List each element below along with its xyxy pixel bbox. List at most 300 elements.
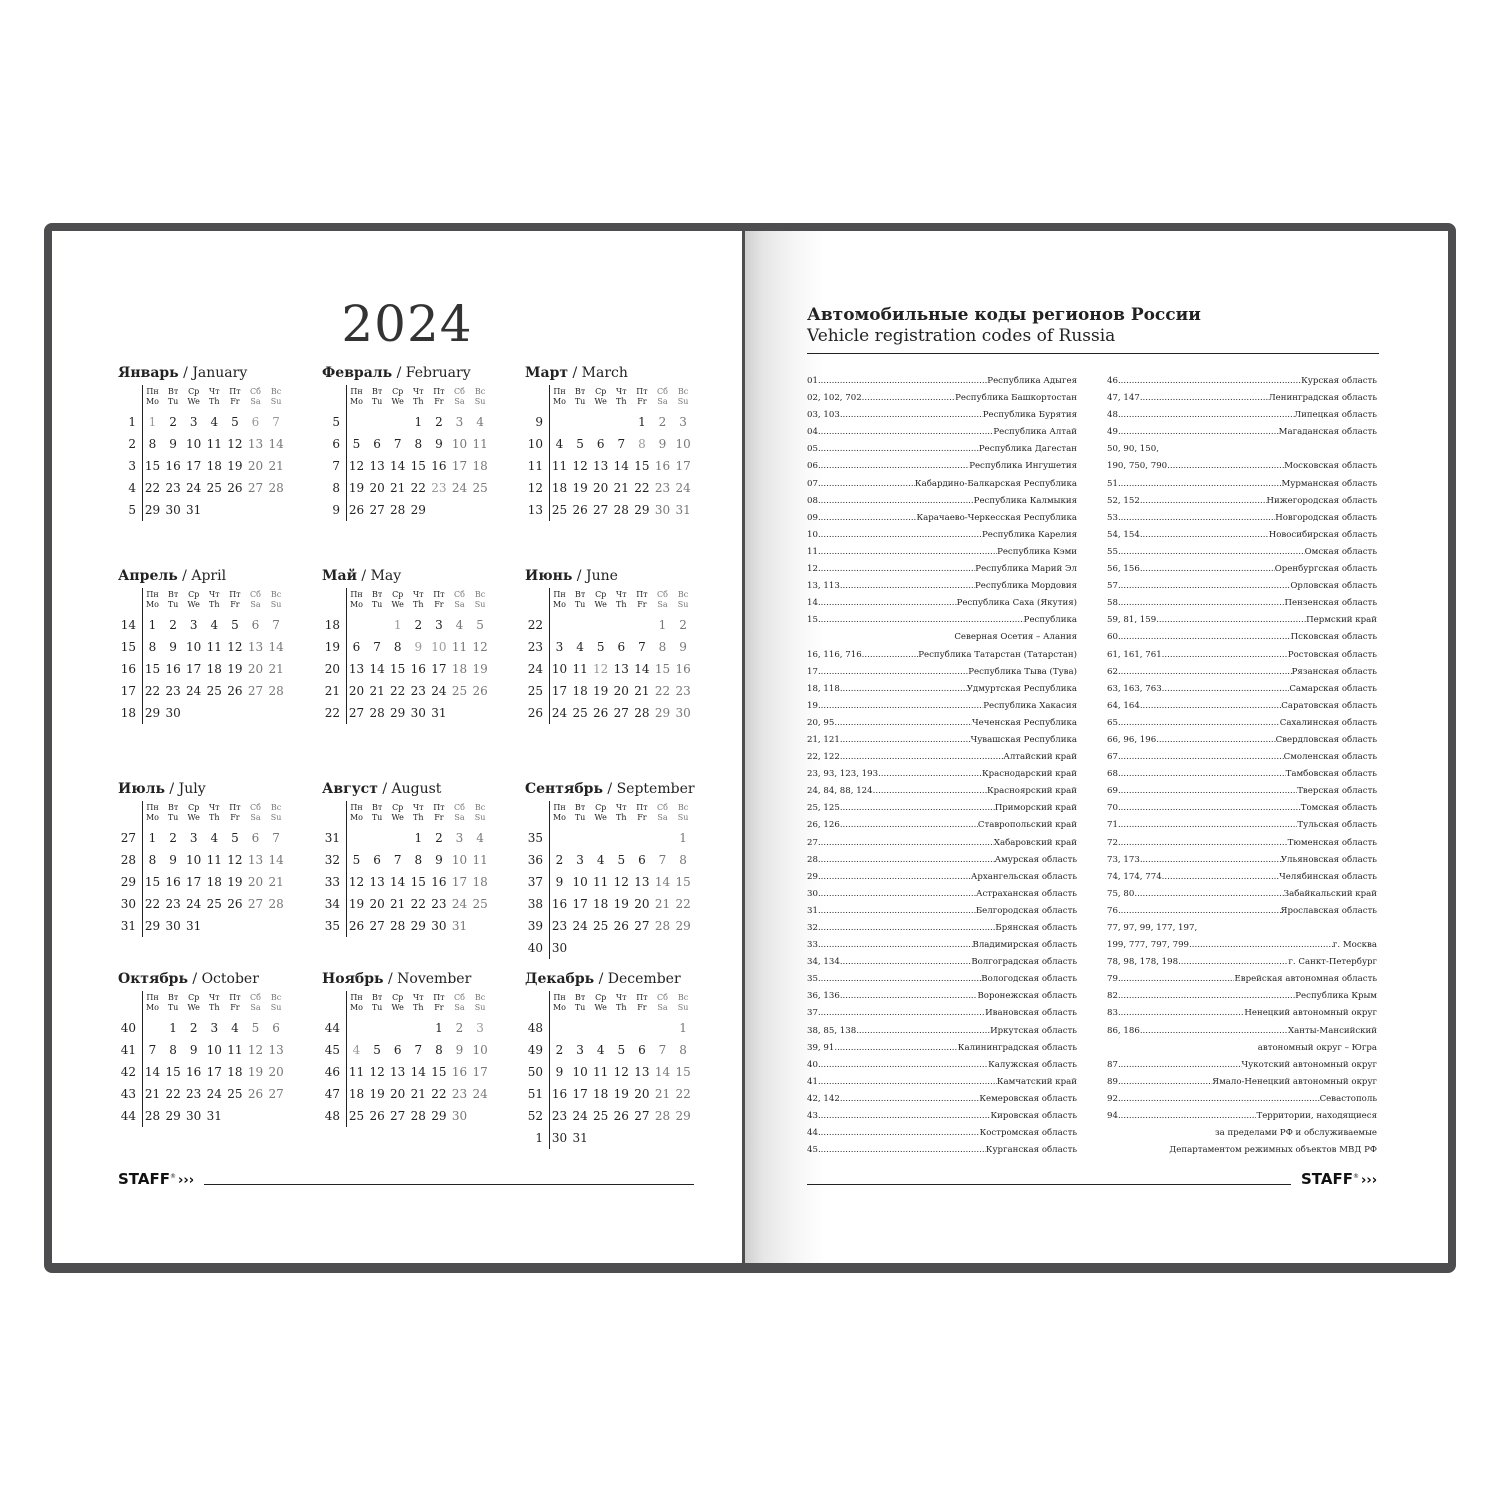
region-code-entry (1107, 835, 1377, 852)
region-code-entry (807, 544, 1077, 561)
region-name: Брянская область (995, 923, 1077, 933)
day-cell: 28 (654, 919, 671, 933)
day-cell: 22 (675, 1087, 691, 1101)
week-number: 10 (527, 437, 543, 451)
week-number: 43 (120, 1087, 136, 1101)
day-cell: 17 (572, 897, 588, 911)
region-name: Республика (1023, 615, 1077, 626)
day-cell: 16 (165, 875, 181, 889)
day-cell: 16 (431, 459, 447, 473)
day-cell: 9 (435, 437, 443, 451)
region-code: 43 (807, 1111, 818, 1122)
day-cell: 26 (247, 1087, 264, 1101)
region-code: 08 (807, 495, 818, 506)
day-cell: 16 (165, 459, 181, 473)
day-cell: 17 (451, 875, 468, 889)
region-name: Владимирская область (972, 940, 1077, 951)
week-row (525, 614, 715, 636)
day-cell: 21 (390, 897, 406, 911)
week-row (322, 893, 512, 915)
region-name: Мурманская область (1281, 478, 1377, 489)
day-cell: 17 (186, 459, 202, 473)
day-cell: 2 (679, 618, 687, 632)
weekday-label: Вт Tu (167, 803, 179, 822)
region-name: г. Москва (1332, 940, 1377, 951)
day-cell: 15 (410, 459, 426, 473)
day-cell: 24 (572, 919, 588, 933)
day-cell: 17 (206, 1065, 222, 1079)
weekday-label: Чт Th (615, 803, 627, 822)
day-cell: 21 (369, 684, 385, 698)
week-row (322, 636, 512, 658)
day-cell: 19 (227, 459, 243, 473)
day-cell: 16 (654, 459, 671, 473)
weekday-label: Чт Th (615, 993, 627, 1012)
day-cell: 31 (451, 919, 468, 933)
weekday-label: Ср We (187, 387, 200, 406)
day-cell: 25 (206, 684, 222, 698)
region-code: 34, 134 (807, 957, 840, 968)
region-name: Тульская область (1297, 820, 1377, 831)
region-name: Калужская область (988, 1059, 1077, 1070)
region-name: Ямало-Ненецкий автономный округ (1212, 1076, 1377, 1087)
region-code-entry (807, 817, 1077, 834)
day-cell: 10 (186, 437, 202, 451)
region-code: 07 (807, 478, 818, 489)
day-cell: 10 (451, 853, 468, 867)
day-cell: 6 (617, 640, 626, 654)
region-code-entry (1107, 1074, 1377, 1091)
day-cell: 20 (634, 1087, 650, 1101)
month-name-en: October (201, 971, 259, 987)
month-name-en: April (191, 568, 227, 584)
region-name: Республика Алтай (993, 427, 1077, 438)
month-may (322, 566, 512, 724)
day-cell: 23 (675, 684, 691, 698)
day-cell: 15 (165, 1065, 181, 1079)
region-name: Саратовская область (1281, 700, 1377, 711)
week-row (525, 433, 715, 455)
week-row (118, 455, 308, 477)
day-cell: 25 (472, 481, 488, 495)
week-number: 7 (332, 459, 340, 473)
region-code-entry (807, 800, 1077, 817)
month-days (118, 411, 308, 521)
region-code: 40 (807, 1059, 818, 1070)
week-number: 13 (527, 503, 543, 517)
day-cell: 18 (451, 662, 468, 676)
day-cell: 6 (251, 415, 260, 429)
day-cell: 2 (414, 618, 423, 632)
day-cell: 15 (144, 875, 161, 889)
month-name-ru: Март (525, 365, 569, 381)
region-name: Челябинская область (1279, 871, 1377, 882)
day-cell: 16 (186, 1065, 202, 1079)
month-december (525, 969, 715, 1149)
region-code-entry (807, 407, 1077, 424)
title-rule (807, 353, 1379, 354)
day-cell: 27 (247, 684, 264, 698)
week-number: 18 (120, 706, 136, 720)
weekday-label: Ср We (594, 387, 607, 406)
day-cell: 18 (206, 875, 222, 889)
day-cell: 2 (658, 415, 667, 429)
week-row (118, 1017, 308, 1039)
region-code-entry (1107, 886, 1377, 903)
week-row (322, 849, 512, 871)
day-cell: 9 (414, 640, 423, 654)
week-row (118, 1105, 308, 1127)
day-cell: 13 (634, 875, 650, 889)
day-cell: 5 (617, 1043, 626, 1057)
month-title: Май / May (322, 568, 402, 584)
month-title: Июнь / June (525, 568, 618, 584)
week-number: 26 (527, 706, 543, 720)
day-cell: 12 (369, 1065, 385, 1079)
region-code: 77, 97, 99, 177, 197, (1107, 923, 1198, 933)
day-cell: 9 (455, 1043, 464, 1057)
day-cell: 30 (186, 1109, 202, 1123)
weekday-label: Сб Sa (657, 993, 668, 1012)
region-code-entry (1107, 544, 1377, 561)
region-code: 78, 98, 178, 198 (1107, 957, 1179, 968)
weekday-label: Вт Tu (574, 590, 586, 609)
region-name: Кемеровская область (979, 1093, 1077, 1104)
day-cell: 5 (231, 415, 239, 429)
region-code-entry (807, 852, 1077, 869)
day-cell: 14 (613, 459, 629, 473)
region-code: 11 (807, 546, 818, 557)
week-row (322, 1083, 512, 1105)
weekday-header (525, 590, 715, 614)
region-code-entry (807, 373, 1077, 390)
day-cell: 26 (472, 684, 488, 698)
weekday-label: Сб Sa (250, 590, 261, 609)
day-cell: 5 (476, 618, 484, 632)
weekday-label: Вс Su (677, 387, 689, 406)
week-row (322, 658, 512, 680)
region-code: 56, 156 (1107, 564, 1140, 575)
day-cell: 1 (638, 415, 646, 429)
month-name-en: June (585, 568, 618, 584)
day-cell: 12 (227, 437, 243, 451)
region-name: Республика Саха (Якутия) (956, 598, 1077, 609)
day-cell: 16 (451, 1065, 468, 1079)
week-number: 37 (527, 875, 543, 889)
region-code: 66, 96, 196 (1107, 734, 1157, 745)
region-code-entry (807, 476, 1077, 493)
day-cell: 7 (658, 1043, 667, 1057)
region-code-entry (807, 664, 1077, 681)
day-cell: 4 (555, 437, 564, 451)
week-row (322, 455, 512, 477)
region-code-entry (807, 390, 1077, 407)
day-cell: 19 (369, 1087, 385, 1101)
month-november (322, 969, 512, 1127)
region-code-entry (1107, 595, 1377, 612)
month-name-ru: Сентябрь (525, 781, 603, 797)
week-row (322, 680, 512, 702)
region-code-entry (1107, 954, 1377, 971)
weekday-label: Чт Th (412, 803, 424, 822)
day-cell: 4 (231, 1021, 239, 1035)
month-name-ru: Декабрь (525, 971, 595, 987)
region-code: 39, 91 (807, 1042, 835, 1053)
week-row (118, 433, 308, 455)
week-number: 27 (120, 831, 136, 845)
day-cell: 19 (227, 662, 243, 676)
region-code: 82 (1107, 991, 1118, 1002)
day-cell: 8 (414, 853, 423, 867)
month-days (118, 614, 308, 724)
day-cell: 1 (148, 618, 157, 632)
region-code-entry (807, 749, 1077, 766)
day-cell: 30 (165, 706, 181, 720)
day-cell: 10 (472, 1043, 488, 1057)
weekday-label: Пт Fr (229, 387, 241, 406)
month-name-ru: Июнь (525, 568, 573, 584)
day-cell: 19 (472, 662, 488, 676)
region-code: 55 (1107, 546, 1118, 557)
region-name: Курганская область (985, 1145, 1077, 1156)
week-row (118, 1039, 308, 1061)
day-cell: 10 (431, 640, 447, 654)
day-cell: 5 (576, 437, 584, 451)
region-name: Амурская область (994, 854, 1077, 865)
week-number: 9 (332, 503, 340, 517)
day-cell: 13 (613, 662, 629, 676)
day-cell: 26 (348, 503, 365, 517)
region-code: 38, 85, 138 (807, 1025, 857, 1036)
staff-logo-left: STAFF® ››› (118, 1170, 195, 1188)
day-cell: 25 (227, 1087, 243, 1101)
week-row (322, 411, 512, 433)
day-cell: 5 (352, 437, 361, 451)
day-cell: 1 (679, 1021, 687, 1035)
month-name-en: May (370, 568, 402, 584)
region-code: 190, 750, 790 (1107, 461, 1168, 472)
region-code-entry (807, 715, 1077, 732)
day-cell: 12 (227, 640, 243, 654)
region-code-entry (807, 561, 1077, 578)
day-cell: 15 (144, 662, 161, 676)
region-code: 12 (807, 564, 818, 575)
weekday-label: Сб Sa (657, 590, 668, 609)
week-number: 5 (332, 415, 340, 429)
day-cell: 26 (613, 919, 629, 933)
region-code: 63, 163, 763 (1107, 683, 1162, 694)
day-cell: 9 (555, 1065, 564, 1079)
region-name: Приморский край (994, 803, 1077, 814)
month-name-en: July (178, 781, 206, 797)
day-cell: 25 (472, 897, 488, 911)
day-cell: 6 (251, 618, 260, 632)
month-days (118, 827, 308, 937)
month-days (525, 827, 715, 959)
day-cell: 6 (393, 1043, 402, 1057)
region-name: Белгородская область (975, 905, 1077, 916)
region-code-entry (1107, 732, 1377, 749)
region-code: 13, 113 (807, 581, 840, 592)
weekday-label: Пт Fr (636, 993, 648, 1012)
region-code: 06 (807, 461, 818, 472)
day-cell: 23 (165, 684, 181, 698)
day-cell: 25 (451, 684, 468, 698)
day-cell: 1 (435, 1021, 443, 1035)
region-name: Ростовская область (1287, 649, 1377, 660)
codes-column-left (807, 373, 1077, 1159)
region-code: 36, 136 (807, 991, 840, 1002)
region-code-entry (807, 869, 1077, 886)
weekday-header (118, 590, 308, 614)
region-code-entry (807, 920, 1077, 937)
weekday-label: Вт Tu (574, 803, 586, 822)
day-cell: 25 (348, 1109, 365, 1123)
region-code-entry (807, 1057, 1077, 1074)
region-name: Республика Калмыкия (973, 495, 1077, 506)
weekday-label: Ср We (594, 590, 607, 609)
day-cell: 24 (431, 684, 447, 698)
day-cell: 29 (165, 1109, 181, 1123)
day-cell: 22 (144, 481, 161, 495)
region-code: 03, 103 (807, 410, 840, 421)
week-row (322, 477, 512, 499)
region-name: Пензенская область (1284, 598, 1377, 609)
day-cell: 10 (675, 437, 691, 451)
region-code: 49 (1107, 427, 1118, 438)
week-row (118, 915, 308, 937)
day-cell: 8 (169, 1043, 177, 1057)
region-name: Липецкая область (1293, 410, 1377, 421)
week-row (322, 827, 512, 849)
week-number: 1 (128, 415, 136, 429)
day-cell: 6 (373, 437, 381, 451)
week-number: 34 (324, 897, 340, 911)
region-code: 05 (807, 444, 818, 455)
day-cell: 24 (451, 897, 468, 911)
day-cell: 5 (231, 618, 239, 632)
day-cell: 7 (638, 640, 646, 654)
day-cell: 17 (431, 662, 447, 676)
region-name: Вологодская область (981, 974, 1077, 985)
week-row (525, 680, 715, 702)
weekday-label: Пт Fr (433, 387, 445, 406)
day-cell: 31 (572, 1131, 588, 1145)
region-code-entry (807, 458, 1077, 475)
region-code: 24, 84, 88, 124 (807, 786, 873, 797)
region-code: 86, 186 (1107, 1025, 1140, 1036)
weekday-label: Чт Th (412, 590, 424, 609)
day-cell: 24 (472, 1087, 488, 1101)
footer-line-right (807, 1184, 1291, 1185)
region-name: Республика Марий Эл (975, 564, 1077, 575)
day-cell: 25 (572, 706, 588, 720)
weekday-label: Чт Th (208, 590, 220, 609)
weekday-label: Вс Su (677, 993, 689, 1012)
region-name: Алтайский край (1003, 752, 1077, 763)
region-code: 68 (1107, 769, 1118, 780)
region-code-entry (807, 527, 1077, 544)
region-code-entry (1107, 629, 1377, 646)
week-number: 48 (527, 1021, 543, 1035)
day-cell: 11 (572, 662, 588, 676)
week-row (525, 1017, 715, 1039)
day-cell: 16 (410, 662, 426, 676)
day-cell: 7 (272, 831, 280, 845)
region-code-entry (807, 1040, 1077, 1057)
day-cell: 14 (144, 1065, 161, 1079)
month-name-ru: Октябрь (118, 971, 188, 987)
region-code: 44 (807, 1128, 818, 1139)
weekday-label: Вт Tu (167, 993, 179, 1012)
week-row (525, 937, 715, 959)
day-cell: 7 (393, 437, 402, 451)
day-cell: 28 (369, 706, 385, 720)
region-code-entry (807, 903, 1077, 920)
day-cell: 11 (551, 459, 568, 473)
day-cell: 13 (369, 875, 385, 889)
region-name: Тюменская область (1287, 837, 1377, 848)
day-cell: 29 (144, 503, 161, 517)
day-cell: 5 (596, 640, 605, 654)
day-cell: 12 (613, 875, 629, 889)
region-code-entry (807, 1142, 1077, 1159)
region-name: Нижегородская область (1266, 495, 1377, 506)
weekday-label: Чт Th (208, 993, 220, 1012)
region-code-entry (1107, 1040, 1377, 1057)
day-cell: 13 (247, 437, 264, 451)
region-code: 31 (807, 905, 818, 916)
region-code-entry (807, 647, 1077, 664)
codes-column-right (1107, 373, 1377, 1159)
day-cell: 6 (352, 640, 361, 654)
region-code-entry (1107, 476, 1377, 493)
region-code: 22, 122 (807, 752, 840, 763)
weekday-label: Вт Tu (371, 387, 383, 406)
day-cell: 12 (572, 459, 588, 473)
day-cell: 20 (369, 481, 385, 495)
weekday-label: Ср We (594, 803, 607, 822)
day-cell: 26 (227, 684, 243, 698)
day-cell: 12 (247, 1043, 264, 1057)
day-cell: 11 (593, 875, 609, 889)
day-cell: 29 (431, 1109, 447, 1123)
day-cell: 8 (658, 640, 667, 654)
day-cell: 23 (431, 897, 447, 911)
weekday-label: Вс Su (474, 803, 486, 822)
day-cell: 31 (186, 919, 202, 933)
week-number: 18 (324, 618, 340, 632)
weekday-label: Вс Su (270, 387, 282, 406)
day-cell: 1 (658, 618, 667, 632)
day-cell: 24 (572, 1109, 588, 1123)
weekday-label: Вт Tu (167, 590, 179, 609)
region-code: 76 (1107, 905, 1118, 916)
weekday-label: Вс Su (270, 590, 282, 609)
region-code: 35 (807, 974, 818, 985)
week-number: 11 (527, 459, 543, 473)
region-code: 26, 126 (807, 820, 840, 831)
week-row (525, 1105, 715, 1127)
region-name: Томская область (1300, 803, 1377, 814)
weekday-label: Ср We (391, 993, 404, 1012)
day-cell: 7 (658, 853, 667, 867)
day-cell: 20 (369, 897, 385, 911)
month-august (322, 779, 512, 937)
month-name-ru: Ноябрь (322, 971, 384, 987)
day-cell: 11 (472, 853, 488, 867)
region-name: Республика Татарстан (Татарстан) (918, 649, 1077, 660)
